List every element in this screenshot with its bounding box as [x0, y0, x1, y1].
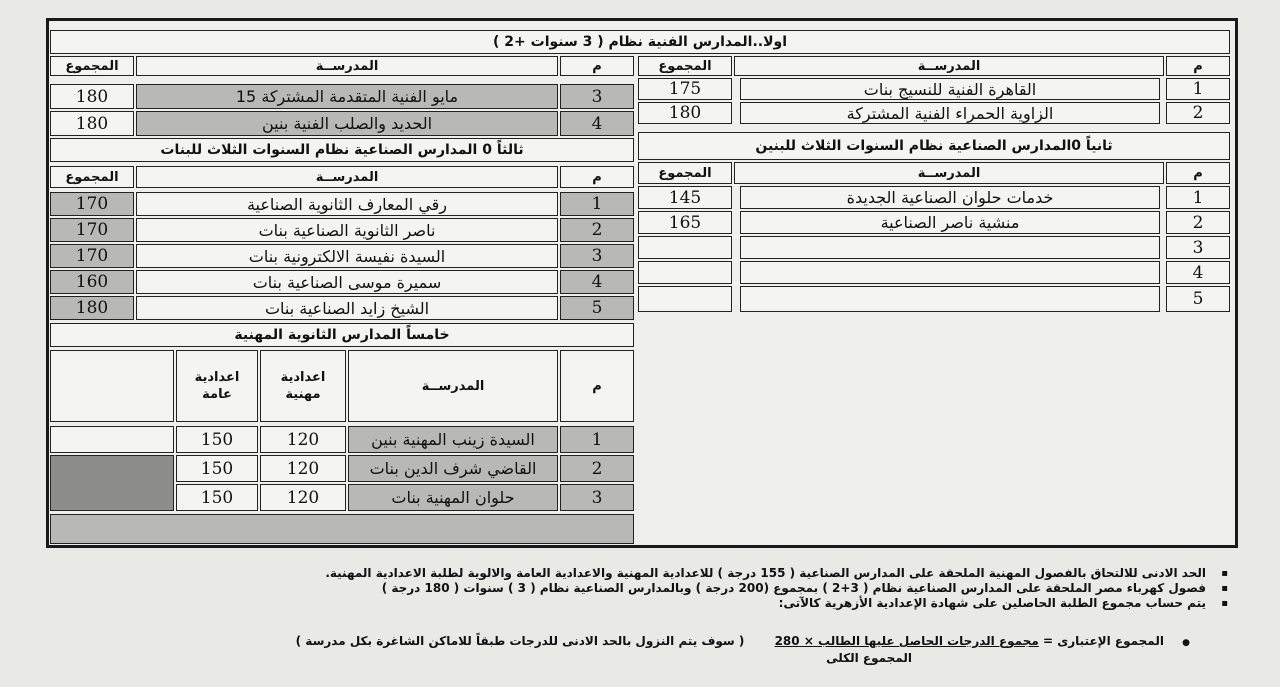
s5-row3-school: حلوان المهنية بنات [348, 484, 558, 511]
s3-row1-num: 1 [560, 192, 634, 216]
s5-row1-blank [50, 426, 174, 453]
s3-row2-school: ناصر الثانوية الصناعية بنات [136, 218, 558, 242]
s5-row1-school: السيدة زينب المهنية بنين [348, 426, 558, 453]
s1-left-row1-school: 15 مايو الفنية المتقدمة المشتركة [136, 84, 558, 109]
s1-left-header-num: م [560, 56, 634, 76]
s3-row4-school: سميرة موسى الصناعية بنات [136, 270, 558, 294]
s1-left-row2-total: 180 [50, 111, 134, 136]
s3-row5-num: 5 [560, 296, 634, 320]
s3-row1-total: 170 [50, 192, 134, 216]
s2-row3-num: 3 [1166, 236, 1230, 259]
section1-title: اولا..المدارس الفنية نظام ( 3 سنوات +2 ) [50, 30, 1230, 54]
s1-left-row1-total: 180 [50, 84, 134, 109]
s1-left-row1-num: 3 [560, 84, 634, 109]
s3-row5-total: 180 [50, 296, 134, 320]
s5-header-num: م [560, 350, 634, 422]
note-1: ▪ الحد الادنى للالتحاق بالفصول المهنية الملحقة على المدارس الصناعية ( 155 درجة ) للاعدادية المهنية والاعدادية العامة والالوية لطلبة الاعدادية المهنية. [300, 566, 1230, 581]
s3-row2-num: 2 [560, 218, 634, 242]
formula: ● المجموع الإعتبارى = مجموع الدرجات الحاصل عليها الطالب × 280 ( سوف يتم النزول بالحد الادنى للدرجات طبقاً للاماكن الشاغرة بكل مدرسة ) [295, 634, 1190, 648]
formula-remark: ( سوف يتم النزول بالحد الادنى للدرجات طبقاً للاماكن الشاغرة بكل مدرسة ) [295, 634, 745, 648]
s1-right-header-num: م [1166, 56, 1230, 76]
formula-lhs: المجموع الإعتبارى = [1043, 634, 1164, 648]
s3-row5-school: الشيخ زايد الصناعية بنات [136, 296, 558, 320]
s2-row5-num: 5 [1166, 286, 1230, 312]
s2-row2-num: 2 [1166, 211, 1230, 234]
s2-row2-total: 165 [638, 211, 732, 234]
s3-row2-total: 170 [50, 218, 134, 242]
s3-header-num: م [560, 166, 634, 188]
s2-row2-school: منشية ناصر الصناعية [740, 211, 1160, 234]
s3-row4-num: 4 [560, 270, 634, 294]
s5-row3-prep-general: 150 [176, 484, 258, 511]
s2-row3-school [740, 236, 1160, 259]
s1-right-row2-num: 2 [1166, 102, 1230, 124]
s5-row3-num: 3 [560, 484, 634, 511]
s3-header-school: المدرســة [136, 166, 558, 188]
note-3: ▪ يتم حساب مجموع الطلبة الحاصلين على شهادة الإعدادية الأزهرية كالآتى: [300, 596, 1230, 611]
s3-row1-school: رقي المعارف الثانوية الصناعية [136, 192, 558, 216]
s1-left-row2-num: 4 [560, 111, 634, 136]
s1-left-header-total: المجموع [50, 56, 134, 76]
note-2: ▪ فصول كهرباء مصر الملحقة على المدارس الصناعية نظام ( 3+2 ) بمجموع (200 درجة ) وبالمدارس الصناعية نظام ( 3 ) سنوات ( 180 درجة ) [300, 581, 1230, 596]
s5-row2-prep-vocational: 120 [260, 455, 346, 482]
s2-row1-school: خدمات حلوان الصناعية الجديدة [740, 186, 1160, 209]
s5-row2-prep-general: 150 [176, 455, 258, 482]
s2-row4-school [740, 261, 1160, 284]
s2-row4-num: 4 [1166, 261, 1230, 284]
s3-row3-num: 3 [560, 244, 634, 268]
s5-header-prep-general: اعدادية عامة [176, 350, 258, 422]
s5-footer-band [50, 514, 634, 544]
formula-numerator: مجموع الدرجات الحاصل عليها الطالب × 280 [774, 634, 1039, 648]
s5-row2-num: 2 [560, 455, 634, 482]
s5-header-school: المدرســة [348, 350, 558, 422]
s5-row1-prep-general: 150 [176, 426, 258, 453]
s2-row5-total [638, 286, 732, 312]
s2-header-num: م [1166, 162, 1230, 184]
s2-header-total: المجموع [638, 162, 732, 184]
s3-row4-total: 160 [50, 270, 134, 294]
s1-right-row2-total: 180 [638, 102, 732, 124]
s1-right-row1-num: 1 [1166, 78, 1230, 100]
s2-row1-num: 1 [1166, 186, 1230, 209]
s1-right-header-total: المجموع [638, 56, 732, 76]
s5-header-prep-vocational: اعدادية مهنية [260, 350, 346, 422]
formula-denominator: المجموع الكلى [826, 651, 912, 665]
section3-title: ثالثاً 0 المدارس الصناعية نظام السنوات الثلاث للبنات [50, 138, 634, 162]
s5-row2-school: القاضي شرف الدين بنات [348, 455, 558, 482]
section5-title: خامساً المدارس الثانوية المهنية [50, 323, 634, 347]
s2-row3-total [638, 236, 732, 259]
s3-row3-total: 170 [50, 244, 134, 268]
s1-right-row2-school: الزاوية الحمراء الفنية المشتركة [740, 102, 1160, 124]
section2-title: ثانياً 0المدارس الصناعية نظام السنوات الثلاث للبنين [638, 132, 1230, 160]
s3-header-total: المجموع [50, 166, 134, 188]
s5-row1-prep-vocational: 120 [260, 426, 346, 453]
s1-left-header-school: المدرســة [136, 56, 558, 76]
s5-shaded-block [50, 455, 174, 511]
s2-header-school: المدرســة [734, 162, 1164, 184]
s1-right-header-school: المدرســة [734, 56, 1164, 76]
s3-row3-school: السيدة نفيسة الالكترونية بنات [136, 244, 558, 268]
s1-left-row2-school: الحديد والصلب الفنية بنين [136, 111, 558, 136]
s5-row3-prep-vocational: 120 [260, 484, 346, 511]
s2-row1-total: 145 [638, 186, 732, 209]
s2-row5-school [740, 286, 1160, 312]
s2-row4-total [638, 261, 732, 284]
s1-right-row1-total: 175 [638, 78, 732, 100]
s1-right-row1-school: القاهرة الفنية للنسيج بنات [740, 78, 1160, 100]
notes [300, 566, 1230, 611]
s5-header-blank [50, 350, 174, 422]
s5-row1-num: 1 [560, 426, 634, 453]
